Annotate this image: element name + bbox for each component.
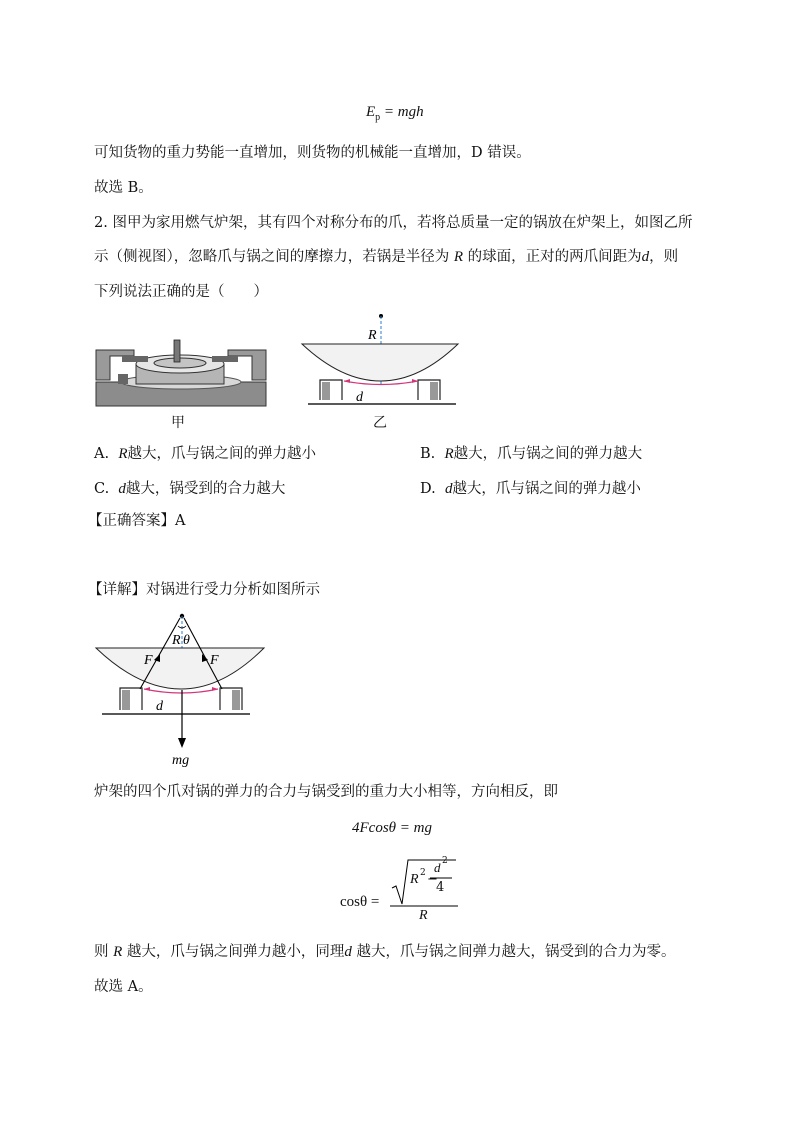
force-label-R: R — [172, 633, 181, 648]
formula-sub: p — [375, 112, 381, 123]
option-a — [94, 442, 316, 463]
option-a-letter: A. — [94, 446, 110, 462]
option-d-letter: D. — [420, 481, 436, 497]
q2-part-a: 示（侧视图），忽略爪与锅之间的摩擦力，若锅是半径为 — [94, 249, 454, 265]
eq2-d: d — [434, 860, 441, 875]
force-label-d: d — [156, 699, 163, 714]
eq2-four: 4 — [436, 880, 445, 895]
final-line: 故选 A。 — [94, 979, 153, 995]
option-c-var: d — [118, 481, 126, 497]
q2-part-b: 的球面，正对的两爪间距为 — [463, 249, 642, 265]
option-d-var: d — [444, 481, 453, 497]
figure-jia-stove — [94, 330, 269, 410]
figure-yi-caption: 乙 — [373, 415, 387, 431]
eq2-denom: R — [419, 908, 428, 923]
eq2-R: R — [410, 872, 419, 887]
option-a-text: 越大，爪与锅之间的弹力越小 — [127, 446, 316, 462]
force-label-mg: mg — [172, 753, 190, 768]
option-b-text: 越大，爪与锅之间的弹力越大 — [453, 446, 643, 462]
equation-1: 4Fcosθ = mg — [352, 820, 432, 836]
force-label-theta: θ — [183, 633, 190, 648]
text-line-2: 故选 B。 — [94, 180, 153, 196]
conclusion-b: 越大，爪与锅之间弹力越小，同理 — [122, 944, 345, 960]
option-d-text: 越大，爪与锅之间的弹力越小 — [452, 481, 641, 497]
conclusion-line — [94, 942, 676, 962]
q2-part-c: ，则 — [649, 249, 679, 265]
conclusion-var-d: d — [344, 944, 352, 960]
option-c — [94, 477, 285, 498]
q2-var-R: R — [453, 249, 464, 265]
option-b — [420, 442, 642, 463]
equation-2 — [340, 856, 470, 926]
detail-title: 【详解】对锅进行受力分析如图所示 — [88, 582, 320, 598]
formula-E: E — [366, 104, 376, 120]
option-c-letter: C. — [94, 481, 110, 497]
eq2-radical — [390, 856, 460, 908]
option-c-text: 越大，锅受到的合力越大 — [125, 481, 286, 497]
force-label-F-left: F — [144, 653, 153, 668]
option-b-letter: B. — [420, 446, 436, 462]
formula-rest: = mgh — [380, 104, 424, 120]
eq2-lhs: cosθ = — [340, 894, 380, 910]
conclusion-var-R: R — [113, 944, 123, 960]
eq2-d-exp: 2 — [442, 856, 448, 866]
eq2-minus: − — [427, 872, 438, 887]
q2-var-d: d — [641, 249, 650, 265]
answer-line: 【正确答案】A — [88, 513, 186, 529]
force-label-F-right: F — [210, 653, 219, 668]
formula-top — [366, 104, 424, 123]
figure-yi-pot — [298, 308, 463, 408]
question-line-2 — [94, 247, 678, 267]
question-line-3: 下列说法正确的是（ ） — [94, 284, 268, 300]
detail-line: 炉架的四个爪对锅的弹力的合力与锅受到的重力大小相等，方向相反，即 — [94, 784, 558, 800]
eq2-R-exp: 2 — [420, 868, 426, 878]
conclusion-a: 则 — [94, 944, 114, 960]
figure-force-analysis — [94, 610, 269, 770]
figure-jia-caption: 甲 — [171, 415, 185, 431]
question-line-1: 2. 图甲为家用燃气炉架，其有四个对称分布的爪，若将总质量一定的锅放在炉架上，如图乙所 — [94, 215, 693, 231]
text-line-1: 可知货物的重力势能一直增加，则货物的机械能一直增加，D 错误。 — [94, 145, 531, 161]
option-b-var: R — [444, 446, 454, 462]
option-a-var: R — [118, 446, 128, 462]
figure-yi-label-d: d — [356, 390, 363, 405]
figure-yi-label-R: R — [368, 328, 377, 343]
option-d — [420, 477, 641, 498]
conclusion-c: 越大，爪与锅之间弹力越大，锅受到的合力为零。 — [351, 944, 676, 960]
